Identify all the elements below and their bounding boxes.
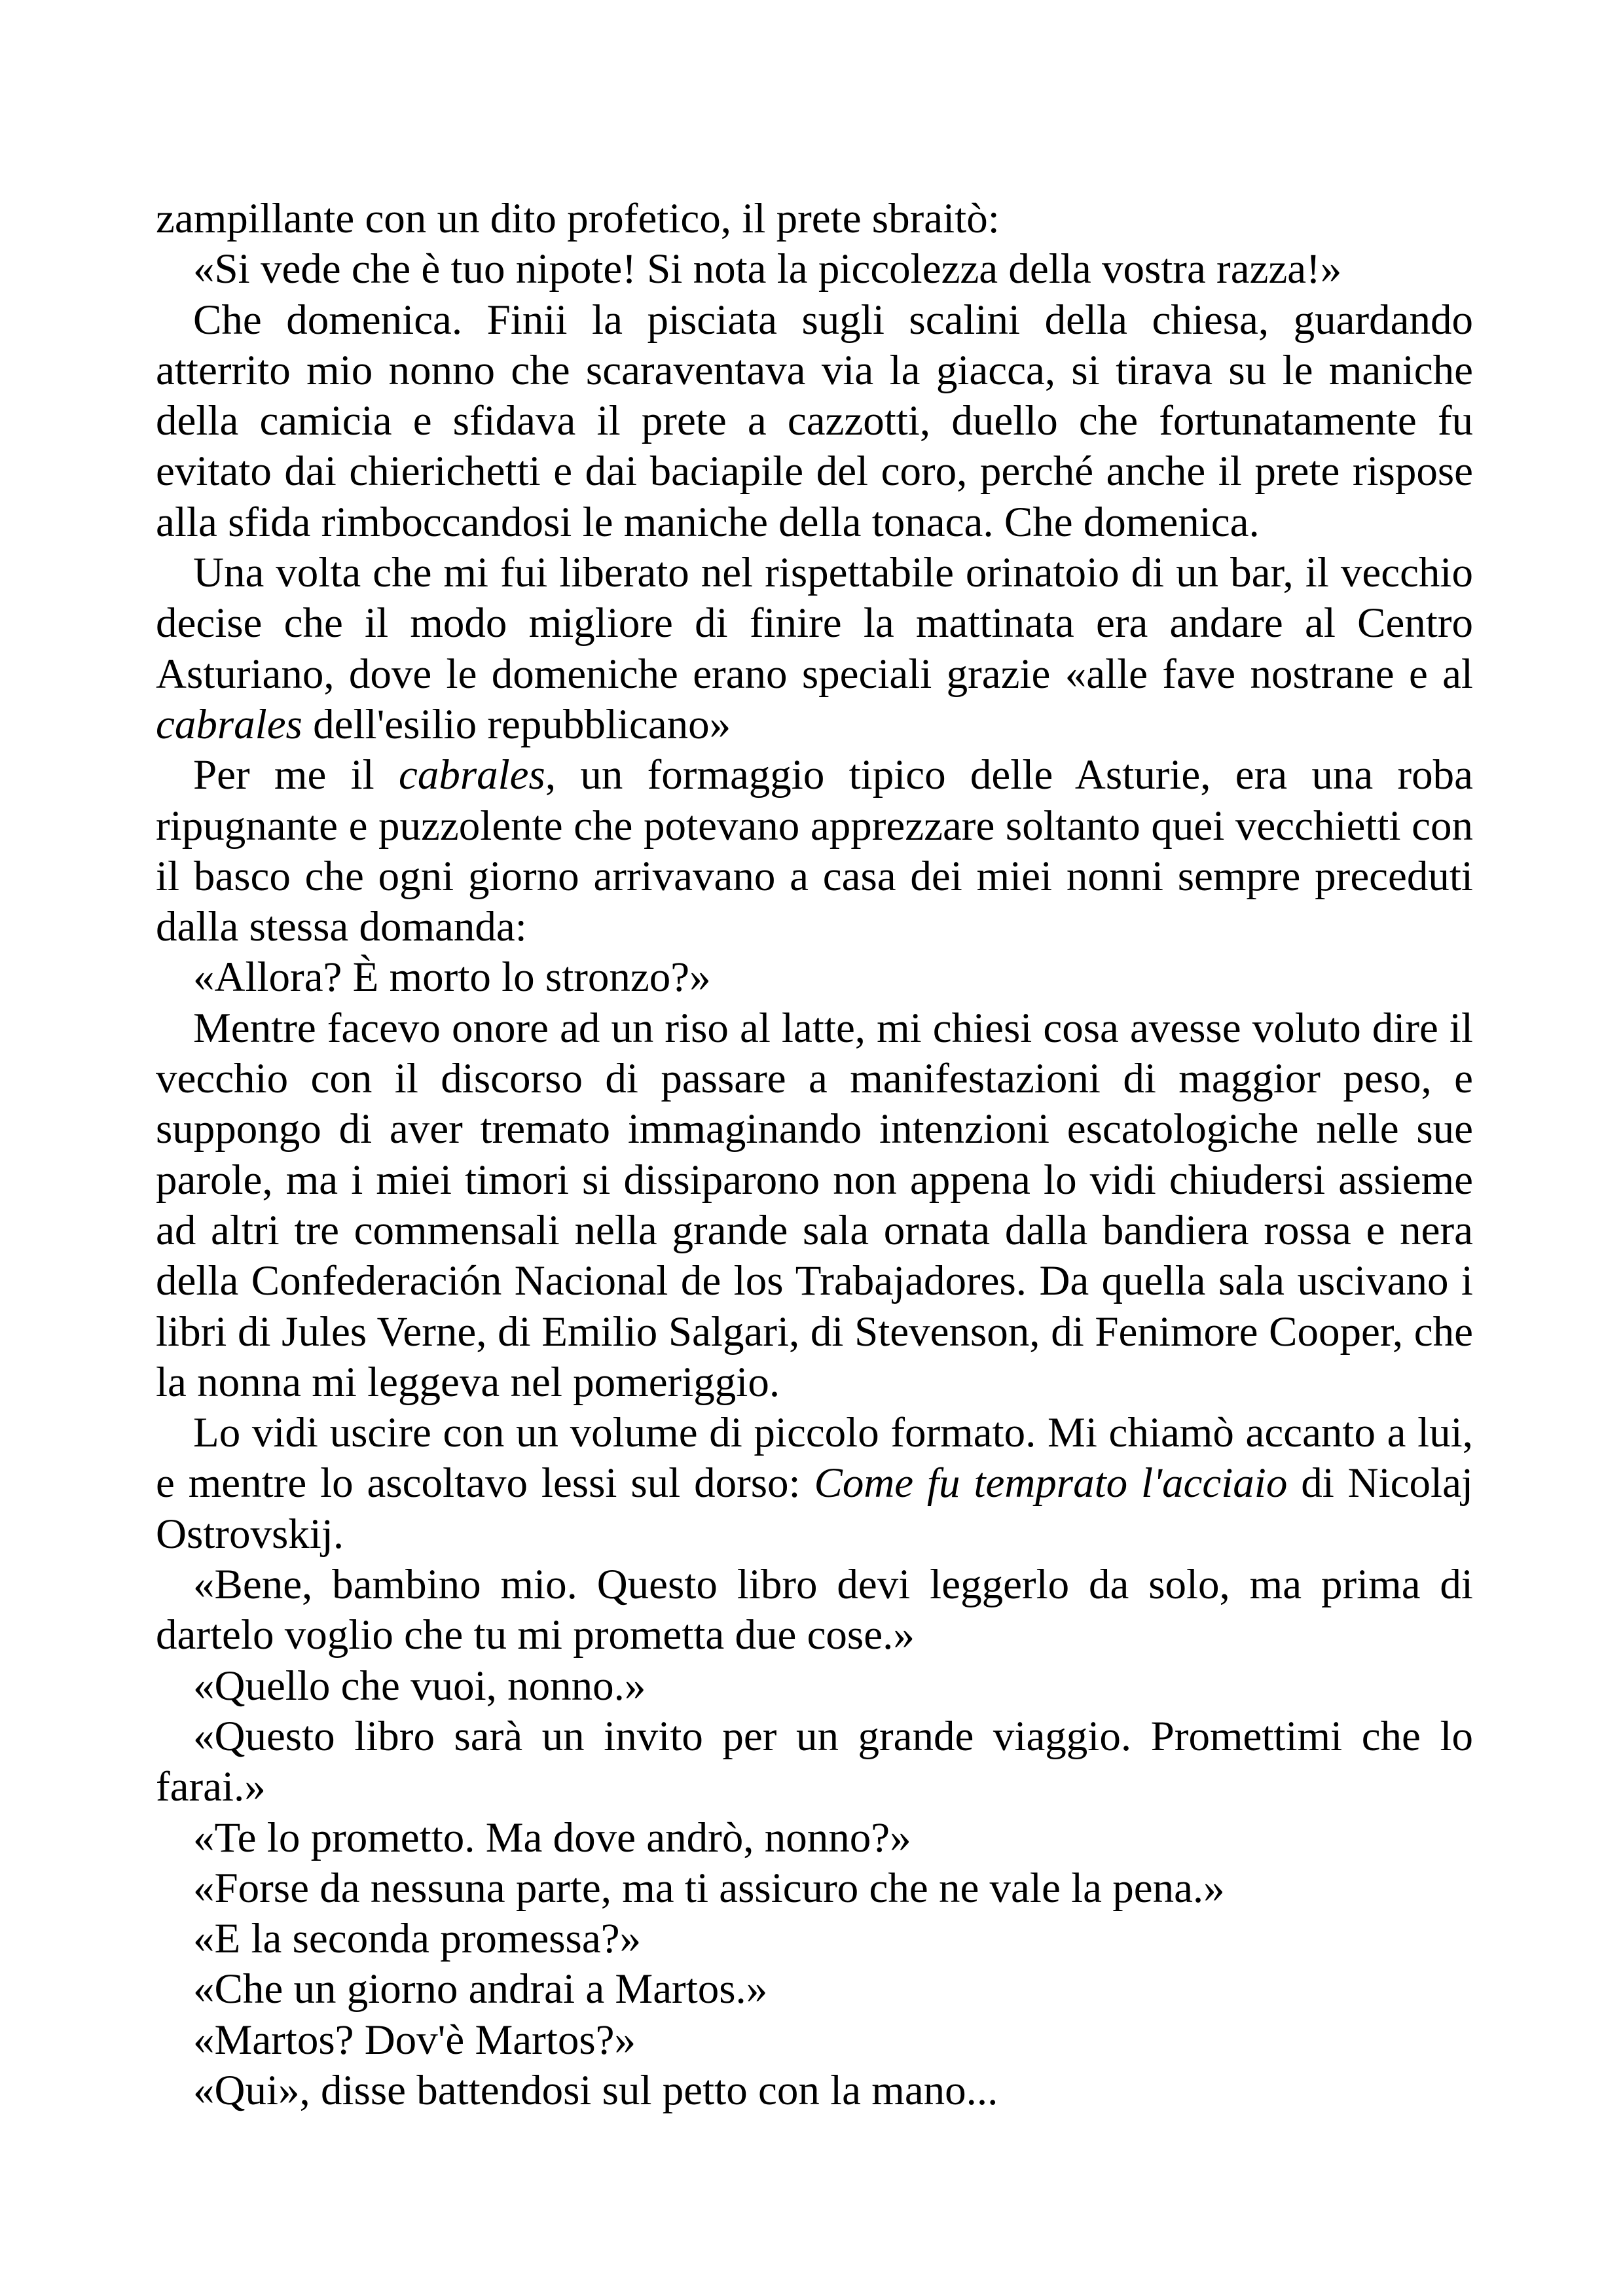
paragraph: [156, 2015, 1473, 2066]
text-run: «Che un giorno andrai a Martos.»: [193, 1965, 768, 2013]
text-run: «Quello che vuoi, nonno.»: [193, 1662, 646, 1710]
text-run: zampillante con un dito profetico, il prete sbraitò:: [156, 195, 1000, 242]
italic-book-title: Come fu temprato l'acciaio: [814, 1460, 1288, 1507]
paragraph: [156, 1964, 1473, 2015]
text-run: Mentre facevo onore ad un riso al latte, mi chiesi cosa avesse voluto dire il vecchio con il discorso di passare a manifestazioni di maggior peso, e suppongo di aver tremato immaginando intenzioni escatologiche nelle sue parole, ma i miei timori si dissiparono non appena lo vidi chiudersi assieme ad altri tre commensali nella grande sala ornata dalla bandiera rossa e nera della Confederación Nacional de los Trabajadores. Da quella sala uscivano i libri di Jules Verne, di Emilio Salgari, di Stevenson, di Fenimore Cooper, che la nonna mi leggeva nel pomeriggio.: [156, 1004, 1473, 1406]
paragraph: [156, 548, 1473, 750]
text-run: Che domenica. Finii la pisciata sugli scalini della chiesa, guardando atterrito mio nonno che scaraventava via la giacca, si tirava su le maniche della camicia e sfidava il prete a cazzotti, duello che fortunatamente fu evitato dai chierichetti e dai baciapile del coro, perché anche il prete rispose alla sfida rimboccandosi le maniche della tonaca. Che domenica.: [156, 296, 1473, 546]
paragraph: [156, 1712, 1473, 1813]
text-run: Una volta che mi fui liberato nel rispettabile orinatoio di un bar, il vecchio decise che il modo migliore di finire la mattinata era andare al Centro Asturiano, dove le domeniche erano speciali grazie «alle fave nostrane e al: [156, 549, 1473, 698]
text-run: di Nicolaj Ostrovskij.: [156, 1460, 1473, 1558]
italic-term: cabrales: [156, 700, 302, 748]
paragraph: [156, 952, 1473, 1003]
paragraph: [156, 1003, 1473, 1408]
text-run: , un formaggio tipico delle Asturie, era una roba ripugnante e puzzolente che potevano apprezzare soltanto quei vecchietti con il basco che ogni giorno arrivavano a casa dei miei nonni sempre preceduti dalla stessa domanda:: [156, 751, 1473, 951]
text-run: «Si vede che è tuo nipote! Si nota la piccolezza della vostra razza!»: [193, 245, 1342, 293]
text-run: Per me il: [193, 751, 399, 799]
paragraph: [156, 1863, 1473, 1914]
text-run: «Qui», disse battendosi sul petto con la mano...: [193, 2066, 998, 2114]
paragraph: [156, 295, 1473, 548]
paragraph: [156, 1560, 1473, 1661]
text-run: «Allora? È morto lo stronzo?»: [193, 954, 711, 1001]
paragraph: [156, 1813, 1473, 1863]
text-run: «E la seconda promessa?»: [193, 1915, 642, 1963]
paragraph: [156, 1914, 1473, 1964]
page-body: [156, 194, 1473, 2116]
text-run: «Te lo prometto. Ma dove andrò, nonno?»: [193, 1814, 911, 1861]
text-run: Lo vidi uscire con un volume di piccolo formato. Mi chiamò accanto a lui, e mentre lo ascoltavo lessi sul dorso:: [156, 1409, 1473, 1507]
paragraph: [156, 1661, 1473, 1712]
text-run: «Martos? Dov'è Martos?»: [193, 2016, 636, 2064]
italic-term: cabrales: [398, 751, 545, 799]
paragraph: [156, 194, 1473, 244]
text-run: «Forse da nessuna parte, ma ti assicuro che ne vale la pena.»: [193, 1864, 1225, 1912]
paragraph: [156, 244, 1473, 295]
paragraph: [156, 1408, 1473, 1560]
text-run: dell'esilio repubblicano»: [302, 700, 731, 748]
paragraph: [156, 750, 1473, 952]
text-run: «Bene, bambino mio. Questo libro devi leggerlo da solo, ma prima di dartelo voglio che tu mi prometta due cose.»: [156, 1561, 1473, 1659]
text-run: «Questo libro sarà un invito per un grande viaggio. Promettimi che lo farai.»: [156, 1712, 1473, 1811]
paragraph: [156, 2066, 1473, 2116]
